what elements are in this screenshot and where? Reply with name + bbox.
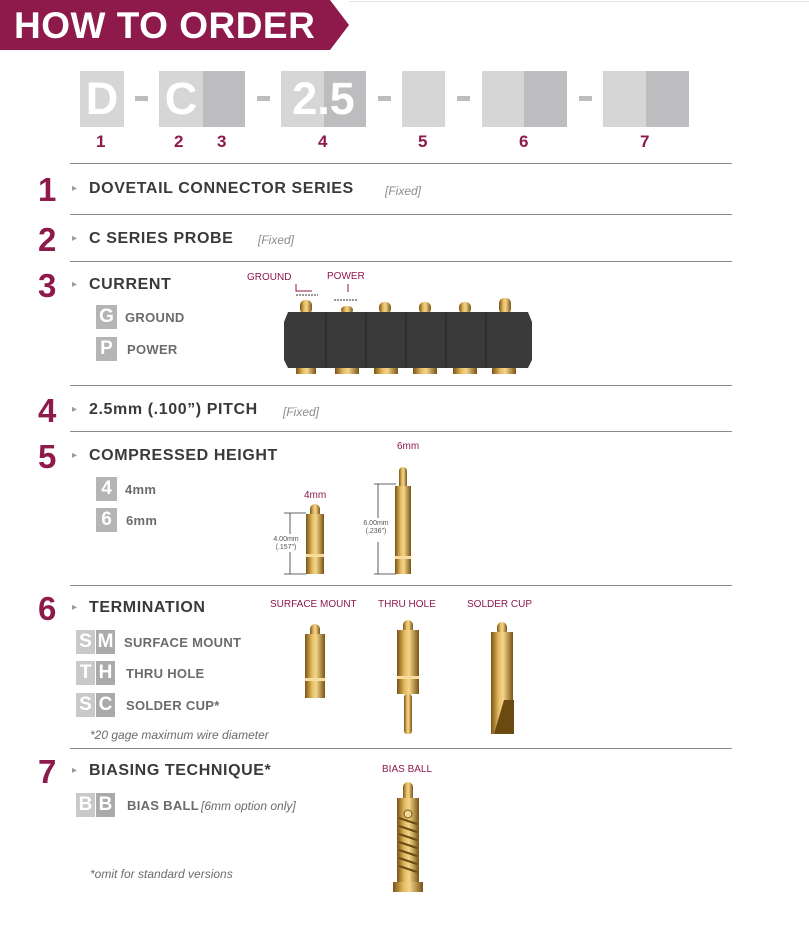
section-divider bbox=[70, 385, 732, 386]
part-dash bbox=[579, 96, 592, 101]
part-box-6a bbox=[482, 71, 524, 127]
option-code: M bbox=[97, 631, 114, 652]
image-caption: GROUND bbox=[247, 272, 292, 283]
position-label: 1 bbox=[96, 132, 106, 151]
option-label: 4mm bbox=[125, 482, 157, 497]
section-divider bbox=[70, 431, 732, 432]
option-note: [6mm option only] bbox=[201, 799, 296, 813]
chevron-right-icon: ▸ bbox=[72, 602, 78, 613]
option-label: SOLDER CUP* bbox=[126, 698, 220, 713]
header-banner bbox=[0, 0, 349, 50]
option-code: T bbox=[76, 661, 95, 685]
image-caption: BIAS BALL bbox=[382, 764, 433, 775]
section-number: 5 bbox=[38, 438, 57, 475]
option-code: S bbox=[76, 630, 95, 654]
option-label: GROUND bbox=[125, 310, 185, 325]
connector-image bbox=[270, 282, 540, 378]
part-dash bbox=[257, 96, 270, 101]
section-title: CURRENT bbox=[89, 276, 172, 293]
section-title: DOVETAIL CONNECTOR SERIES bbox=[89, 180, 354, 197]
position-label: 2 bbox=[174, 132, 184, 151]
option-label: SURFACE MOUNT bbox=[124, 635, 242, 650]
part-box-1: D bbox=[80, 71, 124, 127]
part-dash bbox=[135, 96, 148, 101]
image-caption: SOLDER CUP bbox=[467, 599, 533, 610]
section-divider bbox=[70, 261, 732, 262]
position-label: 4 bbox=[318, 132, 328, 151]
chevron-right-icon: ▸ bbox=[72, 183, 78, 194]
option-code: B bbox=[76, 793, 95, 817]
option-code: H bbox=[96, 661, 115, 685]
part-dash bbox=[378, 96, 391, 101]
height-probes-image bbox=[276, 452, 436, 580]
termination-probes-image bbox=[290, 618, 530, 740]
section-title: TERMINATION bbox=[89, 599, 206, 616]
option-code: P bbox=[96, 337, 117, 361]
image-caption: 6mm bbox=[397, 441, 420, 452]
footnote: *20 gage maximum wire diameter bbox=[90, 728, 269, 742]
section-title: COMPRESSED HEIGHT bbox=[89, 447, 278, 464]
fixed-note: [Fixed] bbox=[385, 184, 422, 198]
option-code: S bbox=[76, 693, 95, 717]
option-code: B bbox=[96, 793, 115, 817]
image-caption: THRU HOLE bbox=[378, 599, 436, 610]
chevron-right-icon: ▸ bbox=[72, 765, 78, 776]
dimension-label: 6.00mm (.236") bbox=[363, 520, 389, 535]
section-number: 7 bbox=[38, 753, 57, 790]
section-number: 6 bbox=[38, 590, 57, 627]
option-label: 6mm bbox=[126, 513, 158, 528]
section-number: 1 bbox=[38, 171, 57, 208]
section-number: 4 bbox=[38, 392, 57, 429]
position-label: 7 bbox=[640, 132, 650, 151]
fixed-note: [Fixed] bbox=[258, 233, 295, 247]
bias-ball-probe-image bbox=[385, 778, 435, 898]
part-box-4: 2.5 bbox=[292, 73, 355, 124]
image-caption: POWER bbox=[327, 271, 365, 282]
image-caption: 4mm bbox=[304, 490, 327, 501]
section-divider bbox=[70, 748, 732, 749]
section-title: C SERIES PROBE bbox=[89, 230, 234, 247]
chevron-right-icon: ▸ bbox=[72, 450, 78, 461]
chevron-right-icon: ▸ bbox=[72, 233, 78, 244]
footnote: *omit for standard versions bbox=[90, 867, 233, 881]
dimension-label: 4.00mm (.157") bbox=[273, 536, 299, 551]
section-number: 2 bbox=[38, 221, 57, 258]
section-divider bbox=[70, 214, 732, 215]
option-label: THRU HOLE bbox=[126, 666, 205, 681]
fixed-note: [Fixed] bbox=[283, 405, 320, 419]
part-box-2: C bbox=[159, 71, 203, 127]
option-code: 6 bbox=[96, 508, 117, 532]
option-code: G bbox=[96, 305, 117, 329]
top-divider bbox=[349, 1, 809, 2]
section-number: 3 bbox=[38, 267, 57, 304]
part-box-7b bbox=[646, 71, 689, 127]
chevron-right-icon: ▸ bbox=[72, 279, 78, 290]
image-caption: SURFACE MOUNT bbox=[270, 599, 357, 610]
section-title: 2.5mm (.100”) PITCH bbox=[89, 401, 258, 418]
option-label: BIAS BALL bbox=[127, 798, 200, 813]
chevron-right-icon: ▸ bbox=[72, 404, 78, 415]
part-box-5 bbox=[402, 71, 445, 127]
option-label: POWER bbox=[127, 342, 178, 357]
position-label: 6 bbox=[519, 132, 529, 151]
part-box-3 bbox=[203, 71, 245, 127]
section-title: BIASING TECHNIQUE* bbox=[89, 762, 272, 779]
section-divider bbox=[70, 163, 732, 164]
part-dash bbox=[457, 96, 470, 101]
page-title: HOW TO ORDER bbox=[14, 5, 316, 46]
section-divider bbox=[70, 585, 732, 586]
option-code: 4 bbox=[96, 477, 117, 501]
position-label: 3 bbox=[217, 132, 227, 151]
position-label: 5 bbox=[418, 132, 428, 151]
part-box-7a bbox=[603, 71, 646, 127]
part-box-6b bbox=[524, 71, 567, 127]
option-code: C bbox=[96, 693, 115, 717]
